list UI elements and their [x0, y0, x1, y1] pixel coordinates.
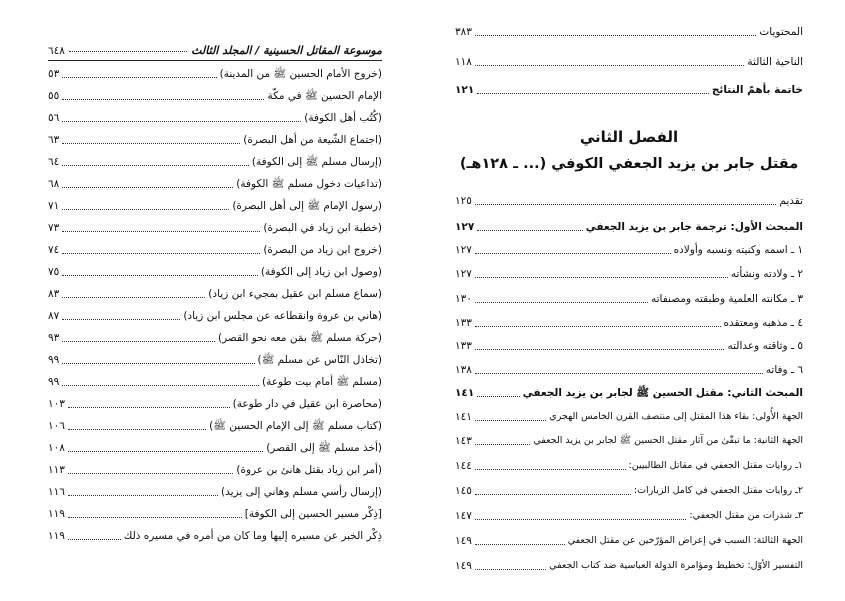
- toc-entry[interactable]: [455, 458, 803, 474]
- dot-leader: [475, 420, 546, 421]
- entry-page-number: ١٤١: [455, 411, 472, 423]
- entry-page-number: ١٢٧: [455, 244, 472, 256]
- toc-entry[interactable]: [455, 433, 803, 449]
- entry-title: المبحث الأول: ترجمة جابر بن يزيد الجعفي: [585, 221, 803, 233]
- entry-title: ٦ ـ وفاته: [765, 364, 803, 376]
- entry-page-number: ٥٦: [48, 112, 60, 124]
- entry-title: (تداعيات دخول مسلم ﷺ الكوفة): [236, 178, 382, 190]
- dot-leader: [475, 326, 721, 327]
- toc-entry[interactable]: [455, 193, 803, 209]
- entry-page-number: ٦٨: [48, 178, 60, 190]
- entry-page-number: ١٤٩: [455, 560, 472, 572]
- entry-page-number: ١٢٥: [455, 195, 472, 207]
- chapter-subtitle: مقتل جابر بن يزيد الجعفي الكوفي (... ـ ١٢٨هـ): [459, 156, 799, 172]
- dot-leader: [475, 519, 687, 520]
- entry-title: المبحث الثاني: مقتل الحسين ﷺ لجابر بن يزيد الجعفي: [522, 387, 803, 399]
- dot-leader: [475, 444, 530, 445]
- dot-leader: [475, 349, 725, 350]
- entry-title: (أمر ابن زياد بقتل هانئ بن عروة): [236, 464, 382, 476]
- header-title: المحتويات: [759, 26, 803, 38]
- dot-leader: [62, 143, 240, 144]
- dot-leader: [69, 51, 187, 52]
- entry-title: التفسير الأوّل: تخطيط ومؤامرة الدولة العباسية ضد كتاب الجعفي: [549, 560, 803, 571]
- entry-page-number: ٦٤: [48, 156, 60, 168]
- toc-entry[interactable]: [48, 484, 382, 500]
- toc-entry[interactable]: [48, 374, 382, 390]
- right-page: [455, 0, 803, 601]
- entry-page-number: ٨٧: [48, 310, 60, 322]
- entry-title: ٥ ـ وثاقته وعدالته: [727, 340, 803, 352]
- entry-title: ٢ـ روايات مقتل الجعفي في كامل الزيارات:: [633, 485, 803, 496]
- entry-title: الجهة الأُولى: بقاء هذا المقتل إلى منتصف القرن الخامس الهجري: [549, 411, 803, 422]
- toc-entry[interactable]: [455, 54, 803, 70]
- dot-leader: [475, 35, 757, 36]
- toc-entry[interactable]: [48, 220, 382, 236]
- entry-page-number: ١٤٥: [455, 485, 472, 497]
- entry-page-number: ٩٣: [48, 332, 60, 344]
- entry-title: (هاني بن عروة وانقطاعه عن مجلس ابن زياد): [183, 310, 382, 322]
- toc-entry[interactable]: [48, 462, 382, 478]
- toc-entry[interactable]: [455, 558, 803, 574]
- dot-leader: [68, 407, 230, 408]
- dot-leader: [68, 429, 206, 430]
- toc-entry[interactable]: [48, 528, 382, 544]
- toc-entry[interactable]: [455, 242, 803, 258]
- dot-leader: [68, 473, 234, 474]
- entry-title: الإمام الحسين ﷺ في مكّة: [267, 90, 382, 102]
- entry-page-number: ١١٨: [455, 56, 472, 68]
- entry-title: الجهة الثالثة: السبب في إعراض المؤرّخين عن مقتل الجعفي: [567, 535, 803, 546]
- entry-page-number: ١٣٠: [455, 293, 472, 305]
- entry-page-number: ١١٦: [48, 486, 65, 498]
- toc-entry[interactable]: [455, 219, 803, 235]
- entry-page-number: ١٤١: [455, 387, 475, 399]
- entry-title: ذِكْر الخبر عن مسيره إليها وما كان من أمره في مسيره ذلك: [123, 530, 382, 542]
- entry-title: (وصول ابن زياد إلى الكوفة): [260, 266, 382, 278]
- entry-page-number: ٨٣: [48, 288, 60, 300]
- dot-leader: [62, 165, 249, 166]
- dot-leader: [475, 544, 565, 545]
- entry-title: (خروج الأمام الحسين ﷺ من المدينة): [219, 68, 382, 80]
- dot-leader: [62, 231, 260, 232]
- dot-leader: [62, 253, 260, 254]
- left-page: [48, 0, 382, 601]
- toc-entry[interactable]: [48, 110, 382, 126]
- entry-title: ١ـ روايات مقتل الجعفي في مقاتل الطالبيين:: [628, 460, 803, 471]
- running-header: [455, 24, 803, 40]
- dot-leader: [475, 253, 671, 254]
- dot-leader: [62, 121, 301, 122]
- toc-entry[interactable]: [48, 132, 382, 148]
- entry-page-number: ١٠٨: [48, 442, 65, 454]
- entry-page-number: ٧٥: [48, 266, 60, 278]
- entry-title: الناحية الثالثة: [747, 56, 803, 68]
- dot-leader: [475, 569, 546, 570]
- entry-page-number: ١٠٣: [48, 398, 65, 410]
- entry-title: (تخاذل النّاس عن مسلم ﷺ): [257, 354, 382, 366]
- toc-entry[interactable]: [455, 409, 803, 425]
- dot-leader: [62, 297, 205, 298]
- toc-entry[interactable]: [455, 533, 803, 549]
- dot-leader: [475, 494, 631, 495]
- entry-title: (أخذ مسلم ﷺ إلى القصر): [266, 442, 382, 454]
- entry-page-number: ١٢٧: [455, 221, 475, 233]
- entry-title: (محاصرة ابن عقيل في دار طوعة): [232, 398, 382, 410]
- entry-page-number: ١١٣: [48, 464, 65, 476]
- entry-page-number: ٦٣: [48, 134, 60, 146]
- entry-title: (مسلم ﷺ أمام بيت طوعة): [261, 376, 382, 388]
- dot-leader: [62, 341, 215, 342]
- entry-page-number: ٩٩: [48, 354, 60, 366]
- entry-page-number: ٥٥: [48, 90, 60, 102]
- dot-leader: [62, 209, 229, 210]
- entry-title: (كُتُب أهل الكوفة): [304, 112, 382, 124]
- dot-leader: [477, 396, 519, 397]
- entry-title: [ذِكْر مسير الحسين إلى الكوفة]: [244, 508, 382, 520]
- dot-leader: [68, 539, 121, 540]
- dot-leader: [475, 302, 648, 303]
- toc-entry[interactable]: [48, 440, 382, 456]
- toc-entry[interactable]: [48, 176, 382, 192]
- dot-leader: [62, 363, 254, 364]
- entry-page-number: ١٣٣: [455, 317, 472, 329]
- entry-title: ٣ـ شذرات من مقتل الجعفي:: [689, 510, 803, 521]
- toc-entry[interactable]: [48, 308, 382, 324]
- toc-entry[interactable]: [48, 330, 382, 346]
- dot-leader: [475, 65, 744, 66]
- toc-entry[interactable]: [455, 508, 803, 524]
- toc-entry[interactable]: [455, 291, 803, 307]
- dot-leader: [62, 385, 259, 386]
- entry-title: (اجتماع الشّيعة من أهل البصرة): [243, 134, 382, 146]
- entry-title: (سماع مسلم ابن عقيل بمجيء ابن زياد): [208, 288, 382, 300]
- toc-entry[interactable]: [48, 66, 382, 82]
- toc-entry[interactable]: [48, 418, 382, 434]
- header-rule: [48, 60, 382, 61]
- running-header: [48, 39, 382, 57]
- toc-entry[interactable]: [455, 315, 803, 331]
- entry-page-number: ١٤٩: [455, 535, 472, 547]
- entry-page-number: ١١٩: [48, 508, 65, 520]
- entry-page-number: ٧١: [48, 200, 60, 212]
- entry-page-number: ٩٩: [48, 376, 60, 388]
- entry-title: خاتمة بأهمّ النتائج: [711, 84, 803, 96]
- entry-page-number: ٥٣: [48, 68, 60, 80]
- entry-title: (رسول الإمام ﷺ إلى أهل البصرة): [232, 200, 382, 212]
- entry-title: ٣ ـ مكانته العلمية وطبقته ومصنفاته: [650, 293, 803, 305]
- toc-entry[interactable]: [48, 198, 382, 214]
- book-title-logo: موسوعة المقاتل الحسينية / المجلد الثالث: [191, 44, 382, 57]
- dot-leader: [62, 99, 264, 100]
- dot-leader: [62, 319, 180, 320]
- dot-leader: [475, 373, 763, 374]
- entry-page-number: ١٤٧: [455, 510, 472, 522]
- toc-entry[interactable]: [48, 88, 382, 104]
- dot-leader: [68, 517, 242, 518]
- entry-title: (خروج ابن زياد من البصرة): [263, 244, 382, 256]
- toc-entry[interactable]: [48, 506, 382, 522]
- toc-entry[interactable]: [455, 483, 803, 499]
- entry-title: ٤ ـ مذهبه ومعتقده: [723, 317, 803, 329]
- dot-leader: [475, 469, 626, 470]
- dot-leader: [62, 187, 233, 188]
- toc-entry[interactable]: [455, 266, 803, 282]
- page-number: ٣٨٣: [455, 26, 472, 38]
- entry-title: (خطبة ابن زياد في البصرة): [263, 222, 382, 234]
- toc-entry[interactable]: [48, 286, 382, 302]
- entry-title: ١ ـ اسمه وكنيته ونسبه وأولاده: [673, 244, 803, 256]
- entry-title: تقديم: [779, 195, 803, 207]
- toc-entry[interactable]: [48, 396, 382, 412]
- entry-page-number: ١٤٣: [455, 435, 472, 447]
- entry-page-number: ١١٩: [48, 530, 65, 542]
- entry-page-number: ٧٤: [48, 244, 60, 256]
- toc-entry[interactable]: [455, 82, 803, 98]
- toc-entry[interactable]: [48, 154, 382, 170]
- entry-title: (إرسال مسلم ﷺ إلى الكوفة): [251, 156, 382, 168]
- dot-leader: [68, 495, 218, 496]
- page-number: ٦٤٨: [48, 45, 65, 57]
- entry-page-number: ١٣٨: [455, 364, 472, 376]
- dot-leader: [477, 93, 709, 94]
- entry-page-number: ١٢٧: [455, 268, 472, 280]
- toc-entry[interactable]: [48, 242, 382, 258]
- entry-title: (إرسال رأسي مسلم وهاني إلى يزيد): [221, 486, 382, 498]
- entry-page-number: ٧٣: [48, 222, 60, 234]
- entry-page-number: ١٠٦: [48, 420, 65, 432]
- entry-title: (حركة مسلم ﷺ بمَن معه نحو القصر): [217, 332, 382, 344]
- toc-entry[interactable]: [48, 264, 382, 280]
- dot-leader: [475, 204, 776, 205]
- dot-leader: [62, 77, 216, 78]
- toc-entry[interactable]: [455, 338, 803, 354]
- dot-leader: [475, 277, 728, 278]
- dot-leader: [62, 275, 258, 276]
- toc-entry[interactable]: [455, 385, 803, 401]
- toc-entry[interactable]: [48, 352, 382, 368]
- dot-leader: [477, 230, 583, 231]
- chapter-title: الفصل الثاني: [579, 128, 679, 146]
- entry-page-number: ١٤٤: [455, 460, 472, 472]
- entry-title: الجهة الثانية: ما تبقّىٰ من آثار مقتل الحسين ﷺ لجابر بن يزيد الجعفي: [533, 435, 803, 446]
- entry-page-number: ١٢١: [455, 84, 475, 96]
- toc-entry[interactable]: [455, 362, 803, 378]
- entry-title: (كتاب مسلم ﷺ إلى الإمام الحسين ﷺ): [209, 420, 382, 432]
- dot-leader: [68, 451, 263, 452]
- entry-title: ٢ ـ ولادته ونشأته: [730, 268, 803, 280]
- entry-page-number: ١٣٣: [455, 340, 472, 352]
